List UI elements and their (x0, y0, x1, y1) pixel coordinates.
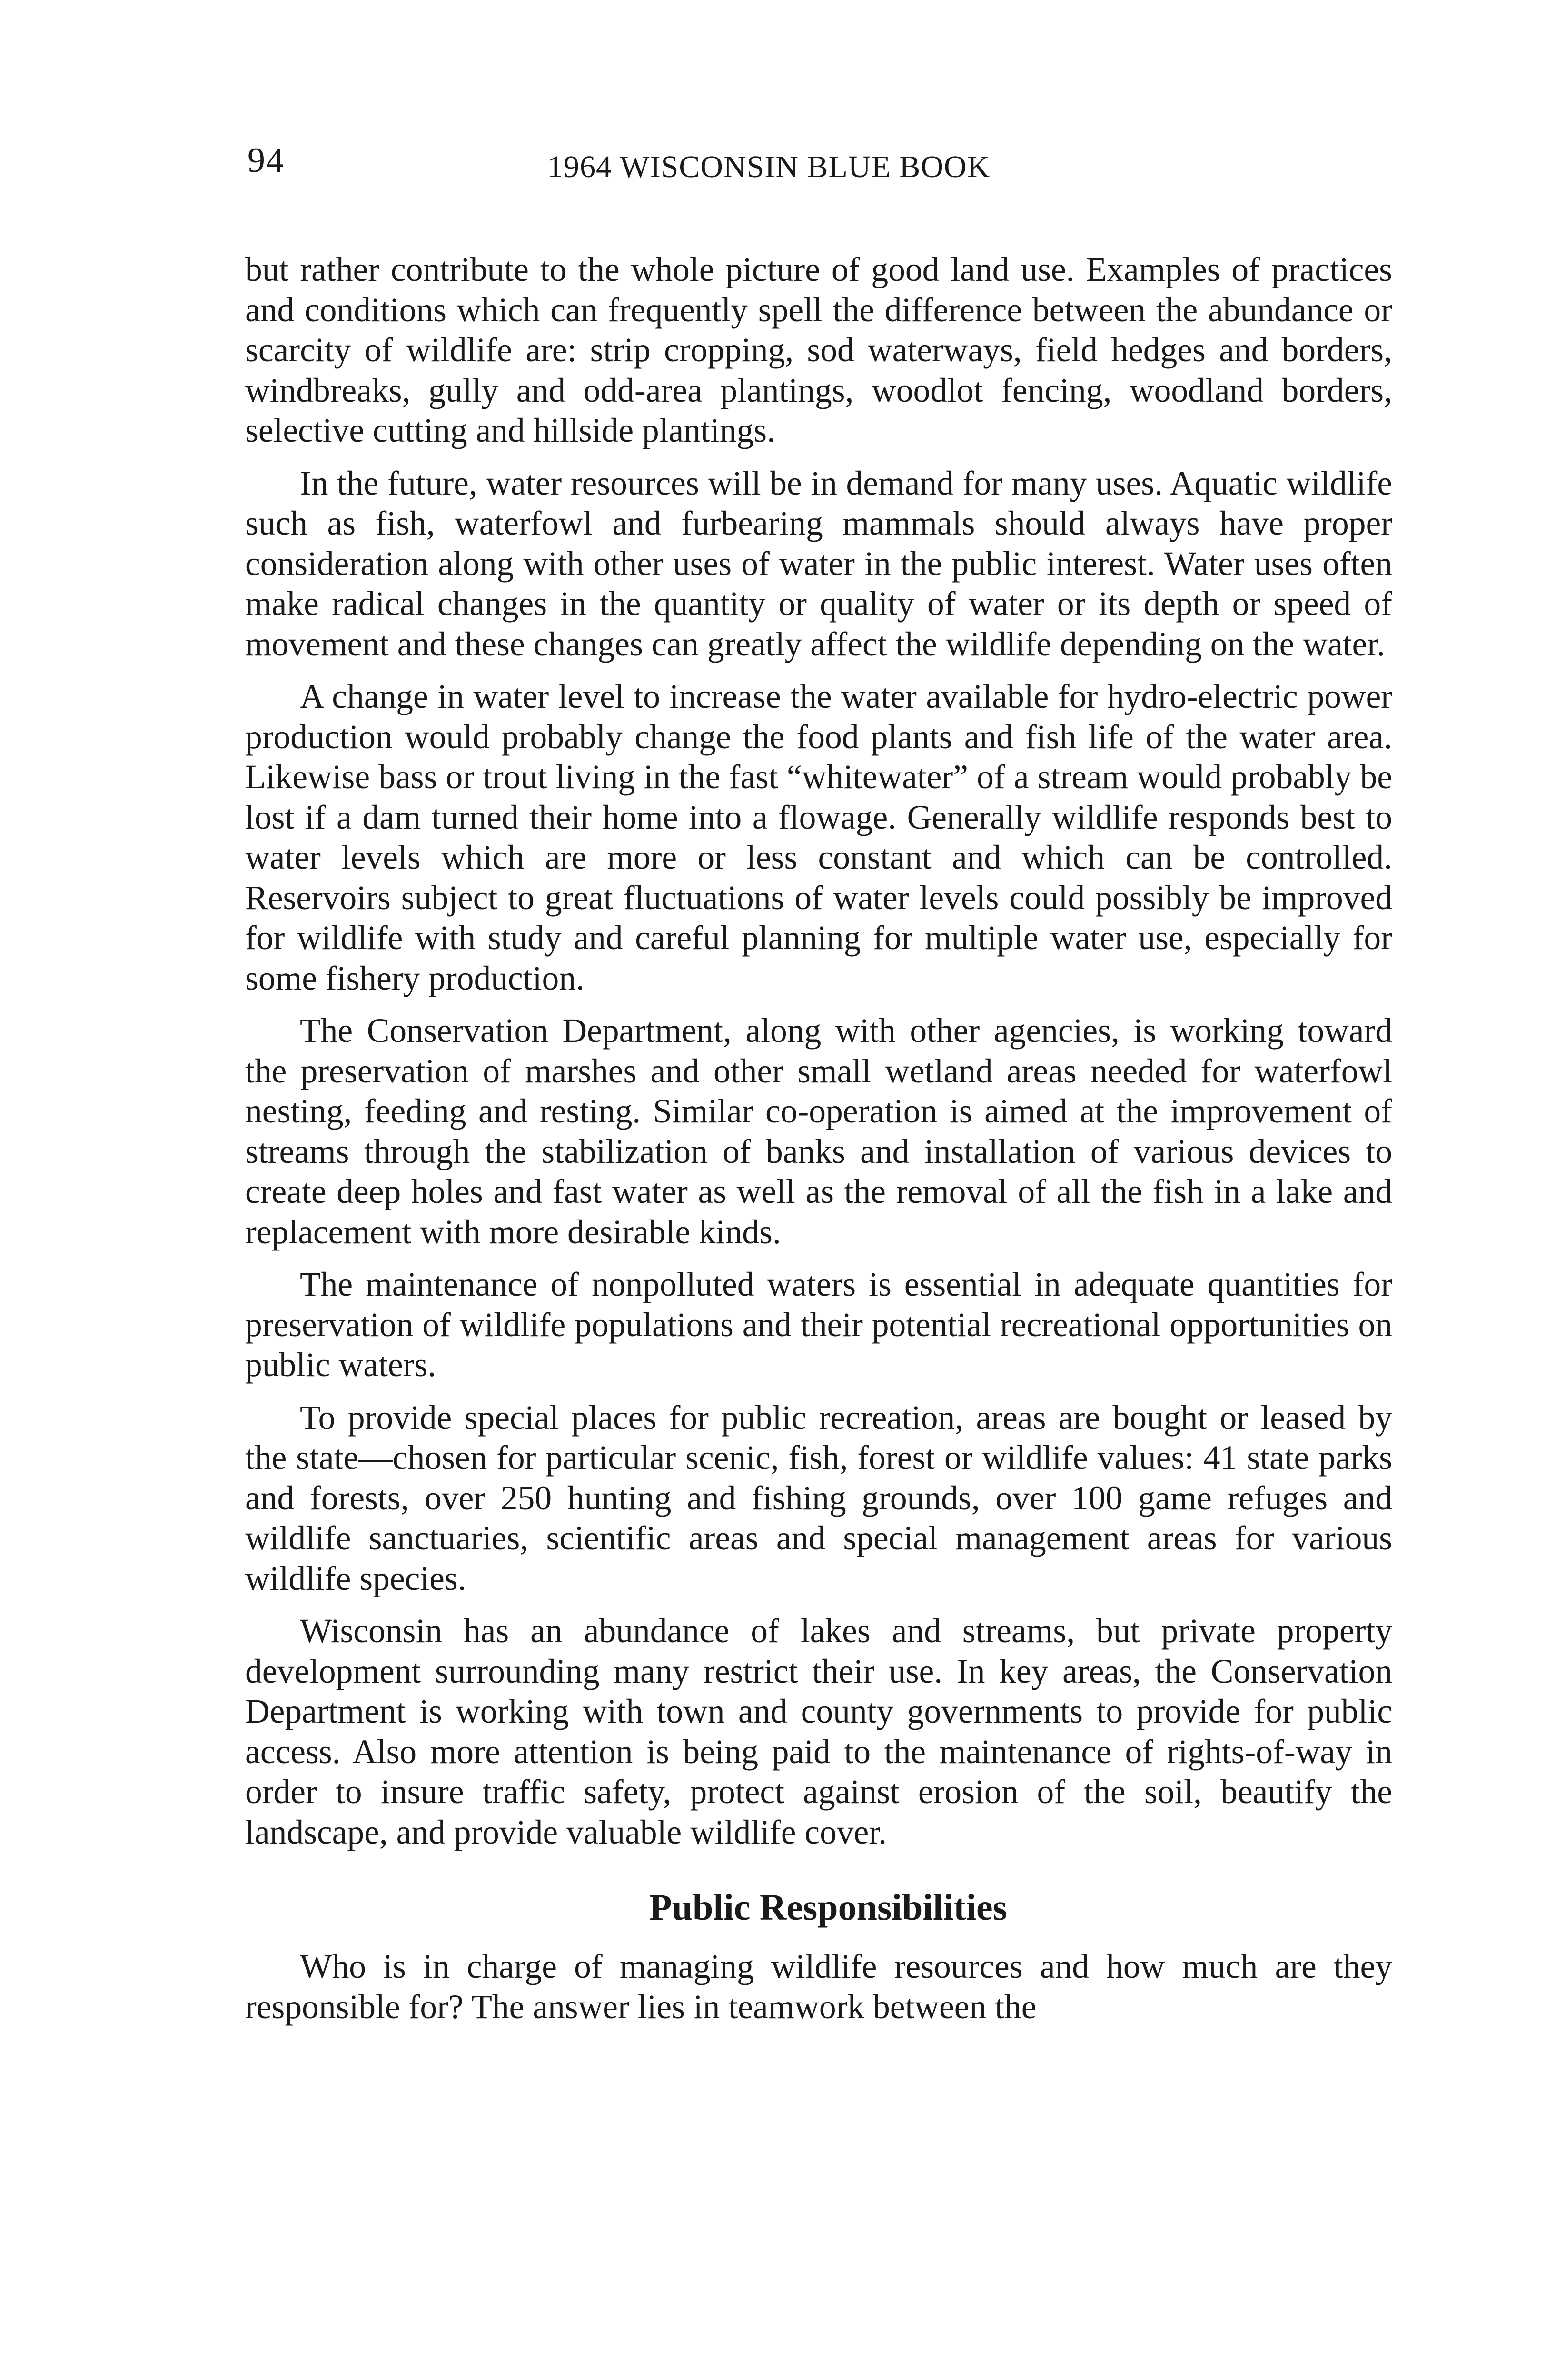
paragraph-water-level: A change in water level to increase the water available for hydro-electric power production would probably change the food plants and fish life of the water area. Likewise bass or trout living in the fast “whitewater” of a stream would probably be lost if a dam turned their home into a flowage. Generally wildlife responds best to water levels which are more or less constant and which can be controlled. Reservoirs subject to great fluctuations of water levels could possibly be improved for wildlife with study and careful planning for multiple water use, especially for some fishery production. (245, 678, 1392, 997)
body-text (245, 250, 1392, 2027)
paragraph-lakes-and-streams: Wisconsin has an abundance of lakes and streams, but private property development surrounding many restrict their use. In key areas, the Conservation Department is working with town and county governments to provide for public access. Also more attention is being paid to the maintenance of rights-of-way in order to insure traffic safety, protect against erosion of the soil, beautify the landscape, and provide valuable wildlife cover. (245, 1612, 1392, 1851)
paragraph-conservation-department: The Conservation Department, along with other agencies, is working toward the preservation of marshes and other small wetland areas needed for waterfowl nesting, feeding and resting. Similar co-operation is aimed at the improvement of streams through the stabilization of banks and installation of various devices to create deep holes and fast water as well as the removal of all the fish in a lake and replacement with more desirable kinds. (245, 1012, 1392, 1251)
paragraph-water-resources: In the future, water resources will be in demand for many uses. Aquatic wildlife such as fish, waterfowl and furbearing mammals should always have proper consideration along with other uses of water in the public interest. Water uses often make radical changes in the quantity or quality of water or its depth or speed of movement and these changes can greatly affect the wildlife depending on the water. (245, 464, 1392, 663)
running-title: 1964 WISCONSIN BLUE BOOK (547, 149, 991, 184)
section-heading: Public Responsibilities (649, 1886, 1007, 1928)
paragraph-continued: but rather contribute to the whole picture of good land use. Examples of practices and conditions which can frequently spell the difference between the abundance or scarcity of wildlife are: strip cropping, sod waterways, field hedges and borders, windbreaks, gully and odd-area plantings, woodlot fencing, woodland borders, selective cutting and hillside plantings. (245, 251, 1392, 449)
paragraph-nonpolluted-waters: The maintenance of nonpolluted waters is essential in adequate quantities for preservation of wildlife populations and their potential recreational opportunities on public waters. (245, 1266, 1392, 1384)
paragraph-responsibilities: Who is in charge of managing wildlife resources and how much are they responsible for? The answer lies in teamwork between the (245, 1948, 1392, 2026)
page-number: 94 (248, 141, 285, 180)
paragraph-public-recreation: To provide special places for public recreation, areas are bought or leased by the state—chosen for particular scenic, fish, forest or wildlife values: 41 state parks and forests, over 250 hunting and fishing grounds, over 100 game refuges and wildlife sanctuaries, scientific areas and special management areas for various wildlife species. (245, 1398, 1392, 1597)
